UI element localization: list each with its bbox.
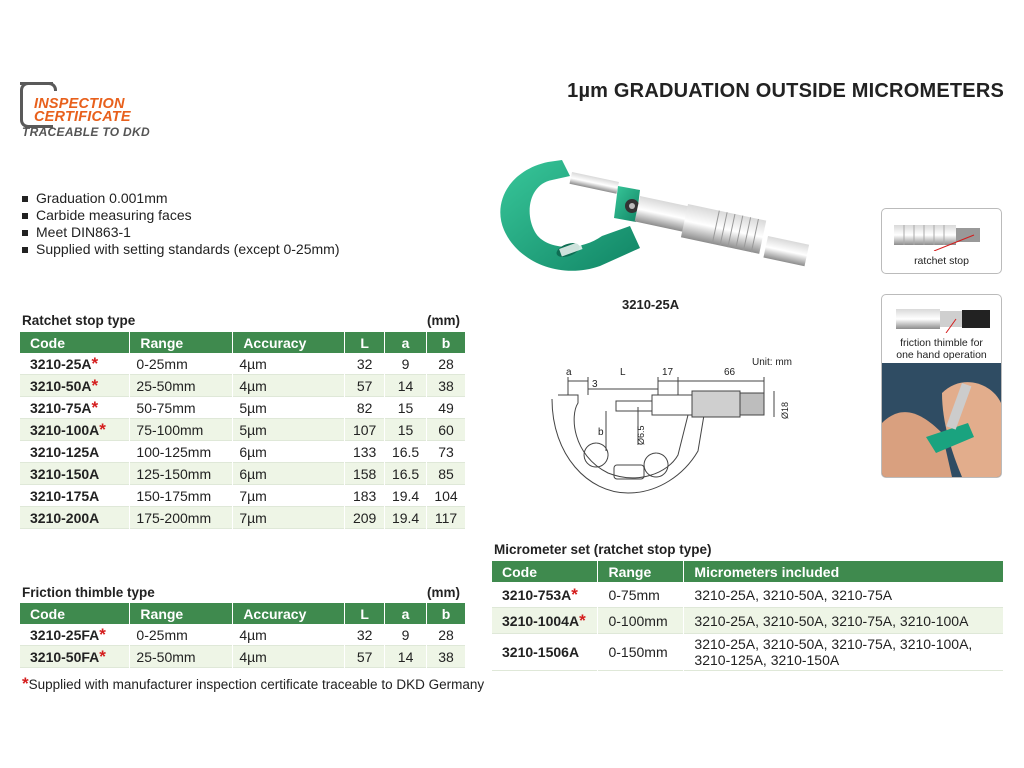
cell-code <box>20 441 130 463</box>
col-accuracy: Accuracy <box>233 332 345 353</box>
dimension-diagram <box>548 355 808 495</box>
cell-range: 75-100mm <box>130 419 233 441</box>
cell-range: 25-50mm <box>130 375 233 397</box>
friction-thimble-detail <box>881 294 1002 478</box>
certificate-star: * <box>91 397 99 417</box>
cell-code <box>20 463 130 485</box>
cell-b: 28 <box>427 353 466 375</box>
cell-b: 60 <box>427 419 466 441</box>
footnote <box>22 674 484 694</box>
dim-label-17: 17 <box>662 367 674 378</box>
friction-thimble-table <box>20 603 466 668</box>
col-b: b <box>427 332 466 353</box>
friction-table-unit: (mm) <box>427 585 460 600</box>
dim-label-b: b <box>598 427 604 438</box>
col-b: b <box>427 603 466 624</box>
cell-a: 14 <box>385 375 427 397</box>
cell-code <box>20 375 130 397</box>
code-text: 3210-200A <box>30 509 100 526</box>
product-caption: 3210-25A <box>622 297 680 312</box>
ratchet-table-unit: (mm) <box>427 313 460 328</box>
col-l: L <box>345 332 385 353</box>
table-row <box>492 634 1004 671</box>
certificate-star: * <box>579 610 586 630</box>
feature-list <box>22 190 339 258</box>
footnote-star: * <box>22 674 29 693</box>
table-header-row <box>492 561 1004 582</box>
micrometer-set-table <box>492 561 1004 671</box>
certificate-star: * <box>99 419 106 439</box>
cell-accuracy: 5µm <box>233 397 345 419</box>
logo-line-1: INSPECTION <box>34 96 125 112</box>
cell-included: 3210-25A, 3210-50A, 3210-75A, 3210-100A <box>684 608 1004 634</box>
cell-b: 104 <box>427 485 466 507</box>
cell-a: 16.5 <box>385 463 427 485</box>
feature-item: Supplied with setting standards (except 0-25mm) <box>22 241 339 258</box>
dim-label-d65: Ø6.5 <box>636 425 646 445</box>
table-header-row <box>20 603 466 624</box>
cell-included: 3210-25A, 3210-50A, 3210-75A, 3210-100A, 3210-125A, 3210-150A <box>684 634 1004 671</box>
cell-l: 209 <box>345 507 385 529</box>
certificate-star: * <box>91 353 99 373</box>
cell-b: 49 <box>427 397 466 419</box>
cell-a: 19.4 <box>385 507 427 529</box>
cell-accuracy: 4µm <box>233 624 345 646</box>
cell-code <box>492 608 598 634</box>
table-row <box>20 353 466 375</box>
code-text: 3210-25A <box>30 355 92 372</box>
dim-label-3: 3 <box>592 379 598 390</box>
table-row <box>20 463 466 485</box>
micrometer-illustration <box>490 152 820 292</box>
col-a: a <box>385 603 427 624</box>
cell-range: 150-175mm <box>130 485 233 507</box>
col-code: Code <box>492 561 598 582</box>
cell-accuracy: 6µm <box>233 463 345 485</box>
table-row <box>20 441 466 463</box>
col-range: Range <box>130 603 233 624</box>
ratchet-stop-detail <box>881 208 1002 274</box>
cell-code <box>20 353 130 375</box>
cell-range: 0-25mm <box>130 624 233 646</box>
cell-a: 9 <box>385 624 427 646</box>
ratchet-table-heading: Ratchet stop type <box>22 313 136 328</box>
cell-code <box>20 485 130 507</box>
cell-range: 0-25mm <box>130 353 233 375</box>
dim-label-d18: Ø18 <box>780 401 790 419</box>
cell-accuracy: 7µm <box>233 507 345 529</box>
cell-accuracy: 5µm <box>233 419 345 441</box>
dim-label-l: L <box>620 367 626 378</box>
ratchet-stop-table <box>20 332 466 529</box>
logo-frame-top <box>20 82 57 91</box>
feature-item: Meet DIN863-1 <box>22 224 339 241</box>
cell-l: 57 <box>345 646 385 668</box>
code-text: 3210-175A <box>30 487 100 504</box>
feature-item: Graduation 0.001mm <box>22 190 339 207</box>
friction-caption-line-2: one hand operation <box>896 349 987 361</box>
dim-label-a: a <box>566 367 572 378</box>
table-row <box>492 582 1004 608</box>
code-text: 3210-125A <box>30 443 100 460</box>
friction-caption-line-1: friction thimble for <box>900 337 983 349</box>
certificate-star: * <box>99 646 106 666</box>
code-text: 3210-150A <box>30 465 100 482</box>
cell-b: 117 <box>427 507 466 529</box>
col-accuracy: Accuracy <box>233 603 345 624</box>
table-row <box>20 507 466 529</box>
cell-range: 125-150mm <box>130 463 233 485</box>
ratchet-stop-caption: ratchet stop <box>914 255 969 267</box>
col-range: Range <box>130 332 233 353</box>
cell-code <box>492 634 598 671</box>
cell-b: 38 <box>427 375 466 397</box>
col-range: Range <box>598 561 684 582</box>
cell-l: 82 <box>345 397 385 419</box>
logo-line-2: CERTIFICATE <box>34 109 131 125</box>
cell-l: 57 <box>345 375 385 397</box>
page-title: 1µm GRADUATION OUTSIDE MICROMETERS <box>567 80 1004 102</box>
cell-range: 100-125mm <box>130 441 233 463</box>
cell-code <box>20 397 130 419</box>
cell-accuracy: 4µm <box>233 646 345 668</box>
col-included: Micrometers included <box>684 561 1004 582</box>
hand-operation-photo <box>882 363 1001 477</box>
table-row <box>20 397 466 419</box>
feature-item: Carbide measuring faces <box>22 207 339 224</box>
friction-thimble-image <box>896 303 992 333</box>
cell-l: 133 <box>345 441 385 463</box>
code-text: 3210-50FA <box>30 648 100 665</box>
cell-l: 32 <box>345 624 385 646</box>
code-text: 3210-753A <box>502 586 572 603</box>
table-row <box>20 419 466 441</box>
footnote-text: Supplied with manufacturer inspection certificate traceable to DKD Germany <box>28 677 485 692</box>
cell-l: 32 <box>345 353 385 375</box>
set-table-heading: Micrometer set (ratchet stop type) <box>494 542 712 557</box>
logo-line-3: TRACEABLE TO DKD <box>22 125 150 139</box>
ratchet-stop-image <box>894 217 990 251</box>
cell-code <box>20 646 130 668</box>
cell-b: 73 <box>427 441 466 463</box>
code-text: 3210-25FA <box>30 626 100 643</box>
cell-range: 25-50mm <box>130 646 233 668</box>
cell-accuracy: 4µm <box>233 353 345 375</box>
table-row <box>492 608 1004 634</box>
cell-b: 38 <box>427 646 466 668</box>
cell-range: 175-200mm <box>130 507 233 529</box>
cell-accuracy: 6µm <box>233 441 345 463</box>
certificate-star: * <box>571 584 578 604</box>
cell-code <box>20 507 130 529</box>
table-row <box>20 375 466 397</box>
code-text: 3210-1506A <box>502 644 580 660</box>
table-row <box>20 646 466 668</box>
cell-l: 107 <box>345 419 385 441</box>
cell-b: 28 <box>427 624 466 646</box>
table-row <box>20 624 466 646</box>
cell-accuracy: 7µm <box>233 485 345 507</box>
cell-range: 50-75mm <box>130 397 233 419</box>
code-text: 3210-50A <box>30 377 92 394</box>
cell-l: 183 <box>345 485 385 507</box>
cell-range: 0-150mm <box>598 634 684 671</box>
certificate-star: * <box>91 375 99 395</box>
dim-label-66: 66 <box>724 367 736 378</box>
inspection-certificate-logo <box>20 80 170 140</box>
col-l: L <box>345 603 385 624</box>
cell-included: 3210-25A, 3210-50A, 3210-75A <box>684 582 1004 608</box>
certificate-star: * <box>99 624 106 644</box>
friction-table-heading: Friction thimble type <box>22 585 155 600</box>
cell-a: 9 <box>385 353 427 375</box>
cell-code <box>20 419 130 441</box>
unit-note: Unit: mm <box>752 357 792 368</box>
table-header-row <box>20 332 466 353</box>
cell-range: 0-100mm <box>598 608 684 634</box>
cell-a: 14 <box>385 646 427 668</box>
code-text: 3210-1004A <box>502 612 580 629</box>
cell-a: 15 <box>385 419 427 441</box>
cell-accuracy: 4µm <box>233 375 345 397</box>
cell-code <box>20 624 130 646</box>
cell-a: 16.5 <box>385 441 427 463</box>
col-code: Code <box>20 332 130 353</box>
col-code: Code <box>20 603 130 624</box>
col-a: a <box>385 332 427 353</box>
cell-a: 19.4 <box>385 485 427 507</box>
cell-l: 158 <box>345 463 385 485</box>
cell-range: 0-75mm <box>598 582 684 608</box>
code-text: 3210-75A <box>30 399 92 416</box>
cell-code <box>492 582 598 608</box>
table-row <box>20 485 466 507</box>
cell-a: 15 <box>385 397 427 419</box>
cell-b: 85 <box>427 463 466 485</box>
code-text: 3210-100A <box>30 421 100 438</box>
